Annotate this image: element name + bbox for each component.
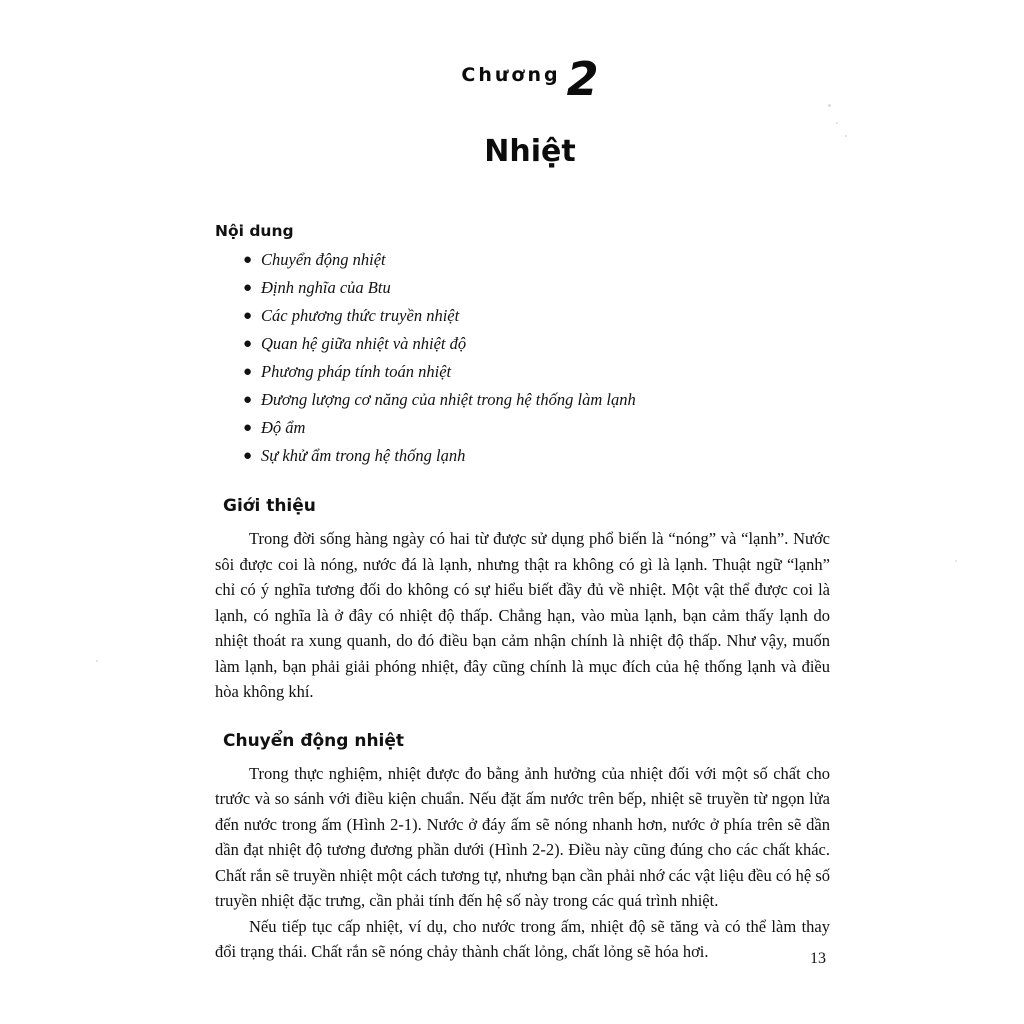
list-item — [215, 274, 830, 302]
bullet-icon: ● — [243, 308, 253, 324]
chapter-heading — [18, 52, 1024, 106]
list-item — [215, 246, 830, 274]
list-item — [215, 302, 830, 330]
list-item — [215, 330, 830, 358]
list-item-label: Chuyển động nhiệt — [261, 250, 386, 269]
thermal-motion-paragraph-1: Trong thực nghiệm, nhiệt được đo bằng ảnh hưởng của nhiệt đối với một số chất cho trước và so sánh với điều kiện chuẩn. Nếu đặt ấm nước trên bếp, nhiệt sẽ truyền từ ngọn lửa đến nước trong ấm (Hình 2-1). Nước ở đáy ấm sẽ nóng nhanh hơn, nước ở phía trên sẽ dần dần đạt nhiệt độ tương đương phần dưới (Hình 2-2). Điều này cũng đúng cho các chất khác. Chất rắn sẽ truyền nhiệt một cách tương tự, nhưng bạn cần phải nhớ các vật liệu đều có hệ số truyền nhiệt đặc trưng, cần phải tính đến hệ số này trong các quá trình nhiệt. — [215, 763, 830, 910]
thermal-motion-paragraph-2: Nếu tiếp tục cấp nhiệt, ví dụ, cho nước trong ấm, nhiệt độ sẽ tăng và có thể làm thay đổi trạng thái. Chất rắn sẽ nóng chảy thành chất lỏng, chất lỏng sẽ hóa hơi. — [215, 916, 830, 961]
page-number: 13 — [810, 950, 826, 967]
intro-heading: Giới thiệu — [223, 496, 316, 516]
scan-speck — [955, 560, 957, 562]
bullet-icon: ● — [243, 392, 253, 408]
list-item — [215, 386, 830, 414]
bullet-icon: ● — [243, 336, 253, 352]
section-contents — [215, 222, 830, 470]
scan-speck — [836, 122, 838, 124]
list-item-label: Độ ẩm — [261, 418, 306, 437]
chapter-number: 2 — [566, 52, 599, 106]
list-item-label: Các phương thức truyền nhiệt — [261, 306, 460, 325]
list-item — [215, 442, 830, 470]
list-item-label: Đương lượng cơ năng của nhiệt trong hệ thống làm lạnh — [261, 390, 636, 409]
chapter-label: Chương — [461, 64, 561, 86]
bullet-icon: ● — [243, 448, 253, 464]
list-item — [215, 358, 830, 386]
contents-heading: Nội dung — [215, 222, 294, 240]
bullet-icon: ● — [243, 280, 253, 296]
scan-speck — [96, 660, 98, 662]
list-item — [215, 414, 830, 442]
intro-paragraph: Trong đời sống hàng ngày có hai từ được sử dụng phổ biến là “nóng” và “lạnh”. Nước sôi được coi là nóng, nước đá là lạnh, nhưng thật ra không có gì là lạnh. Thuật ngữ “lạnh” chỉ có ý nghĩa tương đối do không có sự hiểu biết đầy đủ về nhiệt. Một vật thể được coi là lạnh, có nghĩa là ở đây có nhiệt độ thấp. Chẳng hạn, vào mùa lạnh, bạn cảm thấy lạnh do nhiệt thoát ra xung quanh, do đó điều bạn cảm nhận chính là nhiệt độ thấp. Như vậy, muốn làm lạnh, bạn phải giải phóng nhiệt, đây cũng chính là mục đích của hệ thống lạnh và điều hòa không khí. — [215, 529, 830, 701]
section-intro — [215, 496, 830, 705]
bullet-icon: ● — [243, 252, 253, 268]
thermal-motion-heading: Chuyển động nhiệt — [223, 730, 405, 751]
contents-list — [215, 246, 830, 470]
section-thermal-motion — [215, 731, 830, 965]
body-column — [215, 222, 830, 965]
bullet-icon: ● — [243, 420, 253, 436]
list-item-label: Định nghĩa của Btu — [261, 278, 391, 297]
list-item-label: Quan hệ giữa nhiệt và nhiệt độ — [261, 334, 467, 353]
list-item-label: Phương pháp tính toán nhiệt — [261, 362, 452, 381]
list-item-label: Sự khử ẩm trong hệ thống lạnh — [261, 446, 466, 465]
bullet-icon: ● — [243, 364, 253, 380]
page-title: Nhiệt — [484, 134, 576, 169]
